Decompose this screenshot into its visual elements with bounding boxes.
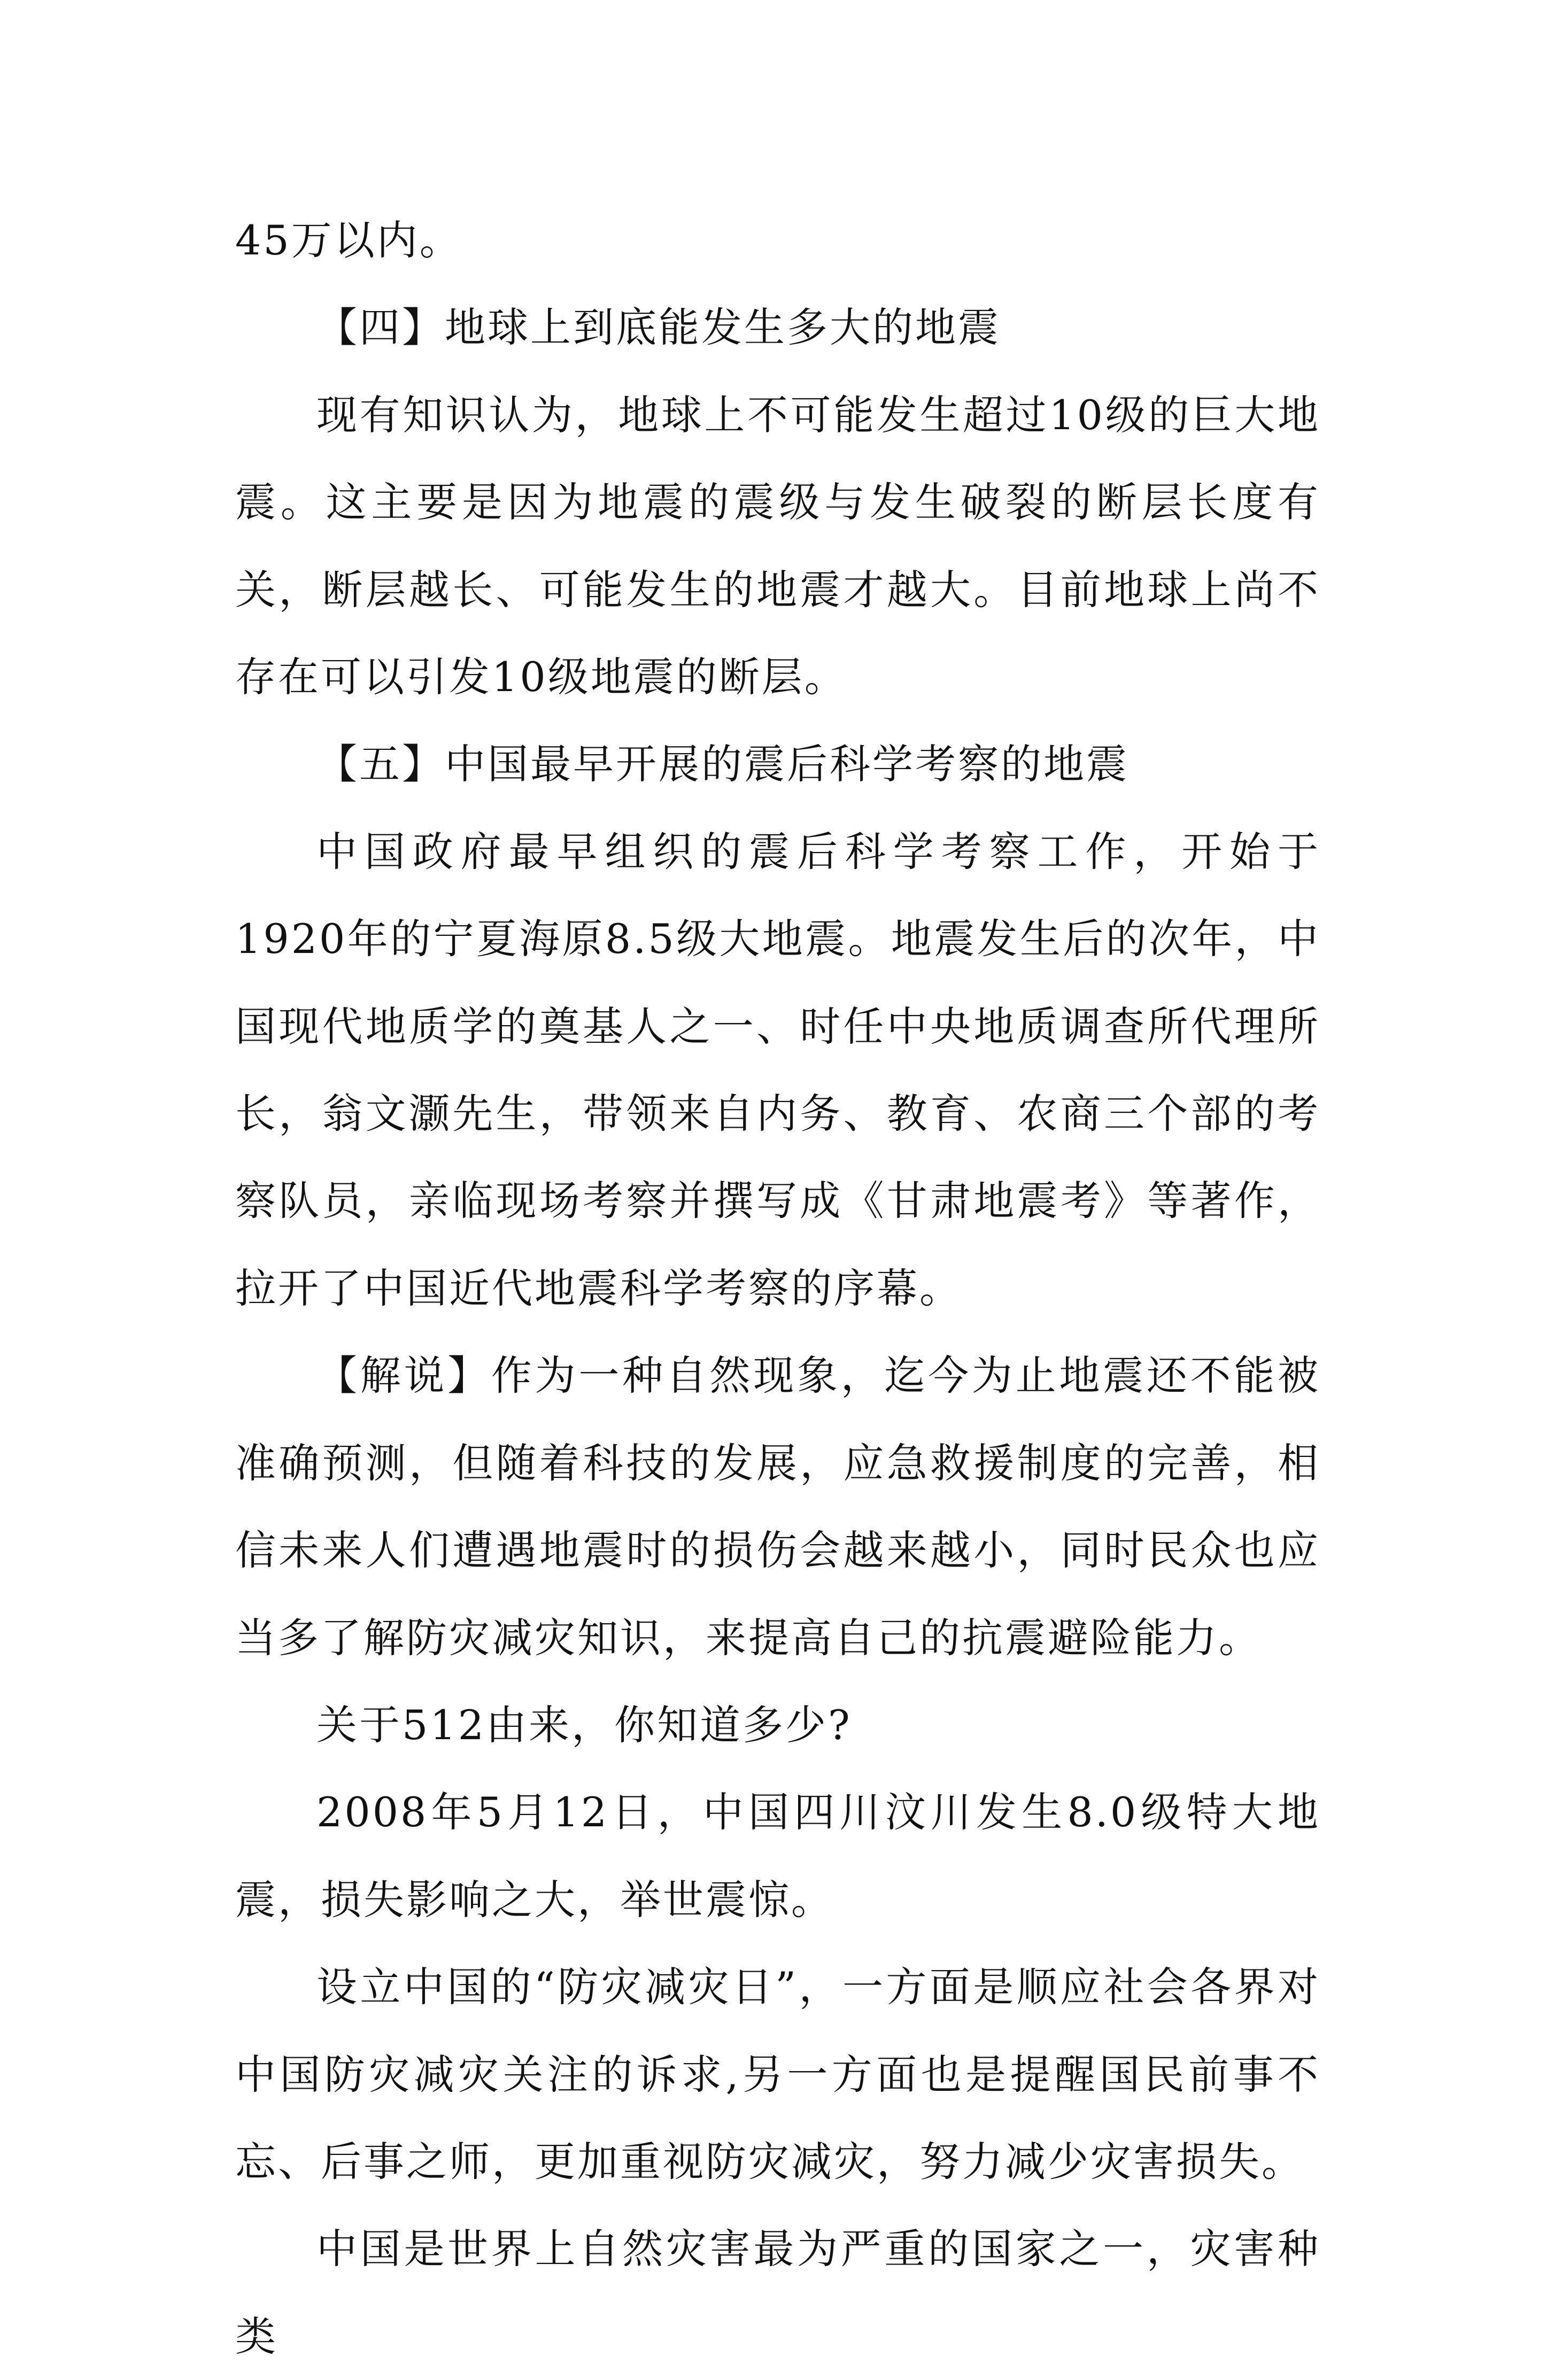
paragraph-continuation: 45万以内。 bbox=[235, 216, 462, 264]
paragraph-china-disasters: 中国是世界上自然灾害最为严重的国家之一，灾害种类 bbox=[235, 2225, 1320, 2360]
paragraph-commentary: 【解说】作为一种自然现象，迄今为止地震还不能被准确预测，但随着科技的发展，应急救援制度的完善，相信未来人们遭遇地震时的损伤会越来越小，同时民众也应当多了解防灾减灾知识，来提高自己的抗震避险能力。 bbox=[235, 1352, 1320, 1662]
paragraph-disaster-day: 设立中国的“防灾减灾日”，一方面是顺应社会各界对中国防灾减灾关注的诉求,另一方面也是提醒国民前事不忘、后事之师，更加重视防灾减灾，努力减少灾害损失。 bbox=[235, 1963, 1320, 2185]
paragraph-largest-earthquake: 现有知识认为，地球上不可能发生超过10级的巨大地震。这主要是因为地震的震级与发生破裂的断层长度有关，断层越长、可能发生的地震才越大。目前地球上尚不存在可以引发10级地震的断层。 bbox=[235, 391, 1320, 701]
section-heading-five: 【五】中国最早开展的震后科学考察的地震 bbox=[316, 740, 1129, 788]
document-body bbox=[235, 197, 1320, 2380]
paragraph-wenchuan: 2008年5月12日，中国四川汶川发生8.0级特大地震，损失影响之大，举世震惊。 bbox=[235, 1788, 1320, 1924]
paragraph-512-question: 关于512由来，你知道多少? bbox=[316, 1701, 852, 1749]
paragraph-first-survey: 中国政府最早组织的震后科学考察工作，开始于1920年的宁夏海原8.5级大地震。地震发生后的次年，中国现代地质学的奠基人之一、时任中央地质调查所代理所长，翁文灏先生，带领来自内务、教育、农商三个部的考察队员，亲临现场考察并撰写成《甘肃地震考》等著作，拉开了中国近代地震科学考察的序幕。 bbox=[235, 827, 1320, 1312]
section-heading-four: 【四】地球上到底能发生多大的地震 bbox=[316, 304, 1001, 352]
